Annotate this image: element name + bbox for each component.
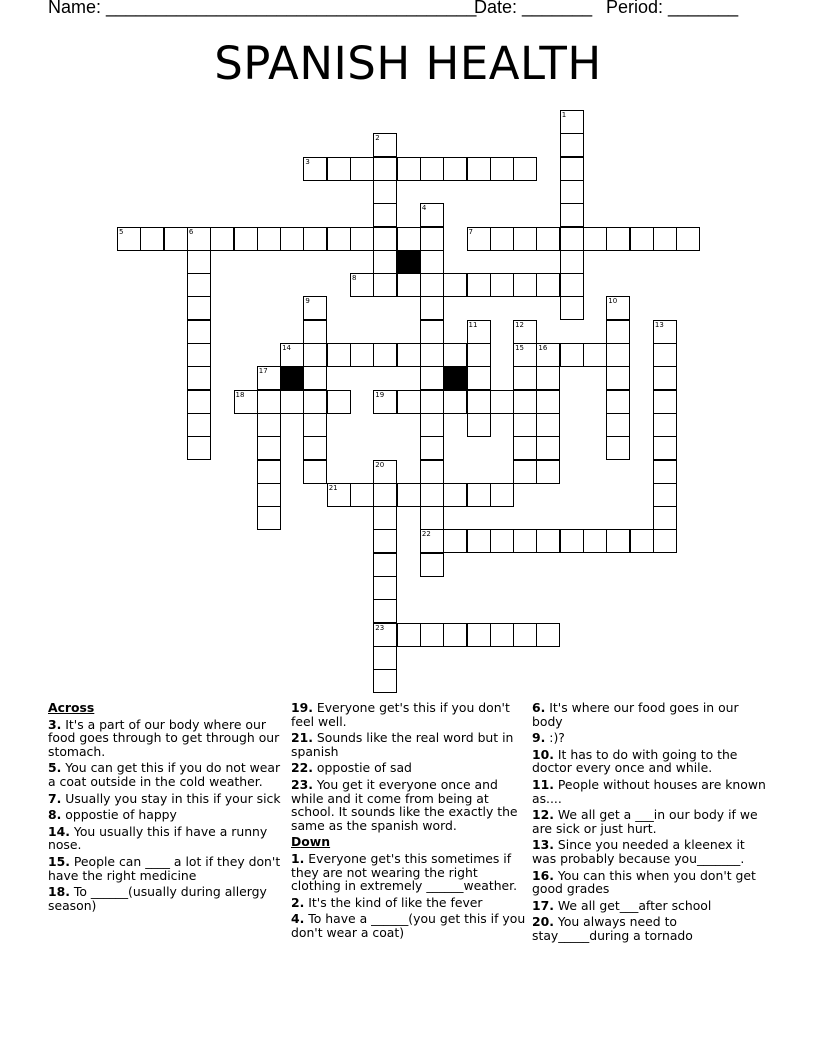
clue-number: 15 <box>515 344 525 352</box>
clue-text: oppostie of happy <box>61 807 177 823</box>
clue-text: You usually this if have a runny nose. <box>48 823 268 853</box>
clue-text: People can ____ a lot if they don't have the right medicine <box>48 853 281 883</box>
clue-text: Since you needed a kleenex it was probably because you_______. <box>532 837 745 866</box>
grid-cell[interactable] <box>467 320 491 344</box>
grid-cell[interactable] <box>467 623 491 647</box>
grid-cell[interactable] <box>187 250 211 274</box>
clue-number-label: 13. <box>532 837 554 853</box>
grid-cell[interactable] <box>350 227 374 251</box>
grid-cell[interactable] <box>467 529 491 553</box>
grid-cell[interactable] <box>490 529 514 553</box>
grid-cell[interactable] <box>327 483 351 507</box>
grid-cell[interactable] <box>653 413 677 437</box>
grid-cell[interactable] <box>234 227 258 251</box>
grid-cell[interactable] <box>513 320 537 344</box>
period-field-label: Period: _______ <box>606 0 739 17</box>
grid-cell[interactable] <box>606 436 630 460</box>
grid-cell[interactable] <box>257 413 281 437</box>
grid-cell[interactable] <box>467 483 491 507</box>
grid-cell[interactable] <box>373 273 397 297</box>
grid-cell[interactable] <box>467 366 491 390</box>
grid-cell[interactable] <box>187 273 211 297</box>
clue-item <box>532 869 768 896</box>
grid-cell[interactable] <box>560 529 584 553</box>
grid-cell[interactable] <box>373 623 397 647</box>
clue-item <box>532 731 768 745</box>
grid-cell[interactable] <box>490 483 514 507</box>
grid-cell[interactable] <box>653 366 677 390</box>
clue-text: It's the kind of like the fever <box>304 894 483 910</box>
grid-cell[interactable] <box>536 227 560 251</box>
clue-number: 14 <box>282 344 292 352</box>
grid-cell[interactable] <box>373 203 397 227</box>
grid-cell[interactable] <box>560 296 584 320</box>
clue-item <box>48 792 284 806</box>
grid-cell[interactable] <box>187 227 211 251</box>
grid-cell[interactable] <box>653 390 677 414</box>
grid-cell[interactable] <box>467 413 491 437</box>
grid-cell[interactable] <box>303 413 327 437</box>
clue-text: It's where our food goes in our body <box>532 700 739 729</box>
clue-number-label: 8. <box>48 807 62 823</box>
grid-cell[interactable] <box>210 227 234 251</box>
clue-item <box>532 838 768 865</box>
clue-number-label: 20. <box>532 914 554 930</box>
grid-cell[interactable] <box>420 273 444 297</box>
grid-cell[interactable] <box>373 599 397 623</box>
clue-text: We all get a ___in our body if we are sick or just hurt. <box>532 807 758 836</box>
grid-cell[interactable] <box>373 529 397 553</box>
clue-number-label: 16. <box>532 867 554 883</box>
grid-cell[interactable] <box>653 343 677 367</box>
grid-cell[interactable] <box>467 343 491 367</box>
grid-cell[interactable] <box>583 227 607 251</box>
grid-cell[interactable] <box>536 436 560 460</box>
grid-cell[interactable] <box>490 227 514 251</box>
black-square <box>443 366 467 390</box>
grid-cell[interactable] <box>373 133 397 157</box>
date-field-label: Date: _______ <box>474 0 593 17</box>
grid-cell[interactable] <box>303 460 327 484</box>
clues-column-3 <box>532 701 768 946</box>
grid-cell[interactable] <box>513 390 537 414</box>
grid-cell[interactable] <box>560 273 584 297</box>
clue-text: Sounds like the real word but in spanish <box>291 730 514 759</box>
grid-cell[interactable] <box>420 250 444 274</box>
grid-cell[interactable] <box>187 296 211 320</box>
clue-number: 22 <box>421 530 431 539</box>
grid-cell[interactable] <box>350 273 374 297</box>
clues-column-2 <box>291 701 527 943</box>
grid-cell[interactable] <box>536 460 560 484</box>
clue-number-label: 22. <box>291 760 313 776</box>
clue-number: 18 <box>235 390 245 399</box>
clues-column-1 <box>48 701 284 915</box>
grid-cell[interactable] <box>536 413 560 437</box>
grid-cell[interactable] <box>187 390 211 414</box>
grid-cell[interactable] <box>397 343 421 367</box>
grid-cell[interactable] <box>606 413 630 437</box>
grid-cell[interactable] <box>327 157 351 181</box>
grid-cell[interactable] <box>187 413 211 437</box>
clue-item <box>532 899 768 913</box>
grid-cell[interactable] <box>257 506 281 530</box>
grid-cell[interactable] <box>606 366 630 390</box>
grid-cell[interactable] <box>490 390 514 414</box>
grid-cell[interactable] <box>350 483 374 507</box>
clue-text: It's a part of our body where our food goes through to get through our stomach. <box>48 716 280 759</box>
clue-item <box>291 896 527 910</box>
grid-cell[interactable] <box>164 227 188 251</box>
grid-cell[interactable] <box>257 460 281 484</box>
grid-cell[interactable] <box>373 157 397 181</box>
clue-number-label: 3. <box>48 716 62 732</box>
grid-cell[interactable] <box>280 343 304 367</box>
clue-number: 7 <box>468 227 473 236</box>
grid-cell[interactable] <box>606 343 630 367</box>
grid-cell[interactable] <box>187 366 211 390</box>
clue-text: Everyone get's this if you don't feel well. <box>291 700 510 729</box>
clue-number-label: 21. <box>291 730 313 746</box>
black-square <box>280 366 304 390</box>
clue-number: 3 <box>305 157 310 166</box>
grid-cell[interactable] <box>397 483 421 507</box>
grid-cell[interactable] <box>490 273 514 297</box>
grid-cell[interactable] <box>373 553 397 577</box>
grid-cell[interactable] <box>373 506 397 530</box>
grid-cell[interactable] <box>653 483 677 507</box>
grid-cell[interactable] <box>303 343 327 367</box>
clue-item <box>291 912 527 939</box>
clue-number-label: 15. <box>48 853 70 869</box>
puzzle-title: SPANISH HEALTH <box>214 37 602 90</box>
grid-cell[interactable] <box>350 157 374 181</box>
name-field-label: Name: _____________________________________ <box>48 0 477 17</box>
grid-cell[interactable] <box>420 483 444 507</box>
grid-cell[interactable] <box>257 483 281 507</box>
clue-number: 10 <box>608 297 618 306</box>
grid-cell[interactable] <box>420 390 444 414</box>
grid-cell[interactable] <box>373 576 397 600</box>
clue-item <box>48 718 284 759</box>
grid-cell[interactable] <box>303 227 327 251</box>
clue-text: You can get this if you do not wear a coat outside in the cold weather. <box>48 760 281 789</box>
grid-cell[interactable] <box>257 366 281 390</box>
clue-text: :)? <box>545 730 565 746</box>
clue-number: 11 <box>468 320 478 329</box>
clue-number: 17 <box>258 367 268 376</box>
grid-cell[interactable] <box>420 157 444 181</box>
grid-cell[interactable] <box>234 390 258 414</box>
grid-cell[interactable] <box>536 343 560 367</box>
grid-cell[interactable] <box>420 529 444 553</box>
grid-cell[interactable] <box>513 436 537 460</box>
grid-cell[interactable] <box>606 390 630 414</box>
grid-cell[interactable] <box>467 390 491 414</box>
grid-cell[interactable] <box>327 227 351 251</box>
grid-cell[interactable] <box>560 180 584 204</box>
clue-number-label: 17. <box>532 897 554 913</box>
grid-cell[interactable] <box>513 529 537 553</box>
grid-cell[interactable] <box>187 320 211 344</box>
clue-number: 8 <box>352 274 357 283</box>
grid-cell[interactable] <box>513 413 537 437</box>
grid-cell[interactable] <box>373 460 397 484</box>
black-square <box>397 250 421 274</box>
across-clue-list-continued <box>291 701 527 832</box>
grid-cell[interactable] <box>513 366 537 390</box>
grid-cell[interactable] <box>420 623 444 647</box>
grid-cell[interactable] <box>117 227 141 251</box>
grid-cell[interactable] <box>606 227 630 251</box>
clue-item <box>48 885 284 912</box>
clue-text: oppostie of sad <box>312 760 412 776</box>
grid-cell[interactable] <box>187 343 211 367</box>
grid-cell[interactable] <box>350 343 374 367</box>
clue-item <box>291 731 527 758</box>
grid-cell[interactable] <box>443 343 467 367</box>
grid-cell[interactable] <box>397 157 421 181</box>
clue-text: You can this when you don't get good grades <box>532 867 756 897</box>
clue-text: You always need to stay_____during a tornado <box>532 914 693 943</box>
clue-number: 5 <box>119 227 124 236</box>
grid-cell[interactable] <box>443 483 467 507</box>
grid-cell[interactable] <box>513 460 537 484</box>
grid-cell[interactable] <box>303 296 327 320</box>
grid-cell[interactable] <box>560 250 584 274</box>
grid-cell[interactable] <box>653 320 677 344</box>
down-heading: Down <box>291 834 331 850</box>
grid-cell[interactable] <box>513 157 537 181</box>
grid-cell[interactable] <box>397 623 421 647</box>
clue-number: 12 <box>515 320 525 329</box>
clue-number-label: 23. <box>291 776 313 792</box>
clue-number-label: 11. <box>532 776 554 792</box>
grid-cell[interactable] <box>536 273 560 297</box>
grid-cell[interactable] <box>653 460 677 484</box>
clue-number-label: 12. <box>532 807 554 823</box>
grid-cell[interactable] <box>467 227 491 251</box>
grid-cell[interactable] <box>467 273 491 297</box>
grid-cell[interactable] <box>280 390 304 414</box>
grid-cell[interactable] <box>397 390 421 414</box>
grid-cell[interactable] <box>513 273 537 297</box>
grid-cell[interactable] <box>420 366 444 390</box>
grid-cell[interactable] <box>560 227 584 251</box>
clue-number-label: 2. <box>291 894 305 910</box>
grid-cell[interactable] <box>536 529 560 553</box>
grid-cell[interactable] <box>443 390 467 414</box>
grid-cell[interactable] <box>420 553 444 577</box>
clue-number: 9 <box>305 297 310 306</box>
grid-cell[interactable] <box>397 227 421 251</box>
grid-cell[interactable] <box>513 623 537 647</box>
grid-cell[interactable] <box>560 133 584 157</box>
grid-cell[interactable] <box>303 320 327 344</box>
grid-cell[interactable] <box>420 203 444 227</box>
clue-item <box>48 808 284 822</box>
grid-cell[interactable] <box>653 227 677 251</box>
clue-number-label: 19. <box>291 700 313 715</box>
grid-cell[interactable] <box>257 436 281 460</box>
clue-number: 6 <box>188 227 194 236</box>
clue-number-label: 6. <box>532 700 546 715</box>
clue-number-label: 18. <box>48 884 70 900</box>
grid-cell[interactable] <box>257 390 281 414</box>
grid-cell[interactable] <box>560 157 584 181</box>
grid-cell[interactable] <box>513 227 537 251</box>
grid-cell[interactable] <box>257 227 281 251</box>
clue-text: Everyone get's this sometimes if they are not wearing the right clothing in extremely ______weather. <box>291 850 518 894</box>
grid-cell[interactable] <box>560 203 584 227</box>
grid-cell[interactable] <box>187 436 211 460</box>
clue-text: To have a ______(you get this if you don't wear a coat) <box>291 911 526 940</box>
grid-cell[interactable] <box>443 157 467 181</box>
grid-cell[interactable] <box>490 157 514 181</box>
grid-cell[interactable] <box>420 227 444 251</box>
clue-text: It has to do with going to the doctor every once and while. <box>532 746 738 776</box>
grid-cell[interactable] <box>420 320 444 344</box>
grid-cell[interactable] <box>630 529 654 553</box>
grid-cell[interactable] <box>303 366 327 390</box>
grid-cell[interactable] <box>490 623 514 647</box>
grid-cell[interactable] <box>443 623 467 647</box>
grid-cell[interactable] <box>373 343 397 367</box>
grid-cell[interactable] <box>560 110 584 134</box>
grid-cell[interactable] <box>630 227 654 251</box>
clue-item <box>48 825 284 852</box>
clue-text: We all get___after school <box>553 897 712 913</box>
grid-cell[interactable] <box>373 227 397 251</box>
grid-cell[interactable] <box>420 460 444 484</box>
grid-cell[interactable] <box>373 646 397 670</box>
clue-item <box>532 748 768 775</box>
grid-cell[interactable] <box>327 343 351 367</box>
grid-cell[interactable] <box>606 320 630 344</box>
grid-cell[interactable] <box>653 436 677 460</box>
grid-cell[interactable] <box>583 529 607 553</box>
grid-cell[interactable] <box>443 529 467 553</box>
clue-number: 16 <box>538 344 548 352</box>
clue-item <box>291 701 527 728</box>
grid-cell[interactable] <box>467 157 491 181</box>
grid-cell[interactable] <box>606 529 630 553</box>
clue-item <box>48 855 284 882</box>
clue-item <box>532 778 768 805</box>
grid-cell[interactable] <box>420 296 444 320</box>
grid-cell[interactable] <box>536 390 560 414</box>
clue-item <box>532 701 768 728</box>
clue-item <box>291 778 527 832</box>
clue-number: 2 <box>375 134 380 143</box>
clue-number-label: 10. <box>532 746 554 762</box>
across-heading: Across <box>48 700 95 715</box>
clue-number: 13 <box>654 320 664 329</box>
grid-cell[interactable] <box>373 669 397 693</box>
grid-cell[interactable] <box>536 623 560 647</box>
grid-cell[interactable] <box>420 343 444 367</box>
grid-cell[interactable] <box>443 273 467 297</box>
clue-text: People without houses are known as.... <box>532 776 766 806</box>
clue-number: 23 <box>375 623 385 632</box>
grid-cell[interactable] <box>140 227 164 251</box>
grid-cell[interactable] <box>653 529 677 553</box>
grid-cell[interactable] <box>606 296 630 320</box>
grid-cell[interactable] <box>397 273 421 297</box>
clue-item <box>48 761 284 788</box>
clue-number: 19 <box>375 390 385 399</box>
clue-item <box>532 808 768 835</box>
grid-cell[interactable] <box>303 157 327 181</box>
clue-number-label: 5. <box>48 760 62 776</box>
clue-number: 4 <box>421 204 427 213</box>
grid-cell[interactable] <box>373 483 397 507</box>
clue-text: You get it everyone once and while and it come from being at school. It sounds like the exactly the same as the spanish word. <box>291 776 518 833</box>
grid-cell[interactable] <box>303 390 327 414</box>
clue-number: 20 <box>375 460 385 469</box>
grid-cell[interactable] <box>327 390 351 414</box>
grid-cell[interactable] <box>373 250 397 274</box>
down-clue-list <box>291 852 527 940</box>
clue-number: 1 <box>561 111 567 119</box>
grid-cell[interactable] <box>373 180 397 204</box>
clue-item <box>291 761 527 775</box>
clue-number: 21 <box>328 483 338 492</box>
grid-cell[interactable] <box>513 343 537 367</box>
down-clue-list-continued <box>532 701 768 943</box>
across-clue-list <box>48 718 284 913</box>
clue-text: Usually you stay in this if your sick <box>61 790 281 806</box>
grid-cell[interactable] <box>420 506 444 530</box>
clue-number-label: 9. <box>532 730 546 746</box>
clue-number-label: 4. <box>291 911 305 927</box>
clue-item <box>532 915 768 942</box>
clue-number-label: 14. <box>48 823 70 839</box>
grid-cell[interactable] <box>303 436 327 460</box>
grid-cell[interactable] <box>420 436 444 460</box>
clue-text: To ______(usually during allergy season) <box>48 884 267 913</box>
grid-cell[interactable] <box>653 506 677 530</box>
clue-item <box>291 852 527 893</box>
grid-cell[interactable] <box>583 343 607 367</box>
grid-cell[interactable] <box>560 343 584 367</box>
clue-number-label: 7. <box>48 790 62 806</box>
grid-cell[interactable] <box>536 366 560 390</box>
grid-cell[interactable] <box>676 227 700 251</box>
clue-number-label: 1. <box>291 850 305 866</box>
grid-cell[interactable] <box>280 227 304 251</box>
grid-cell[interactable] <box>373 390 397 414</box>
grid-cell[interactable] <box>420 413 444 437</box>
